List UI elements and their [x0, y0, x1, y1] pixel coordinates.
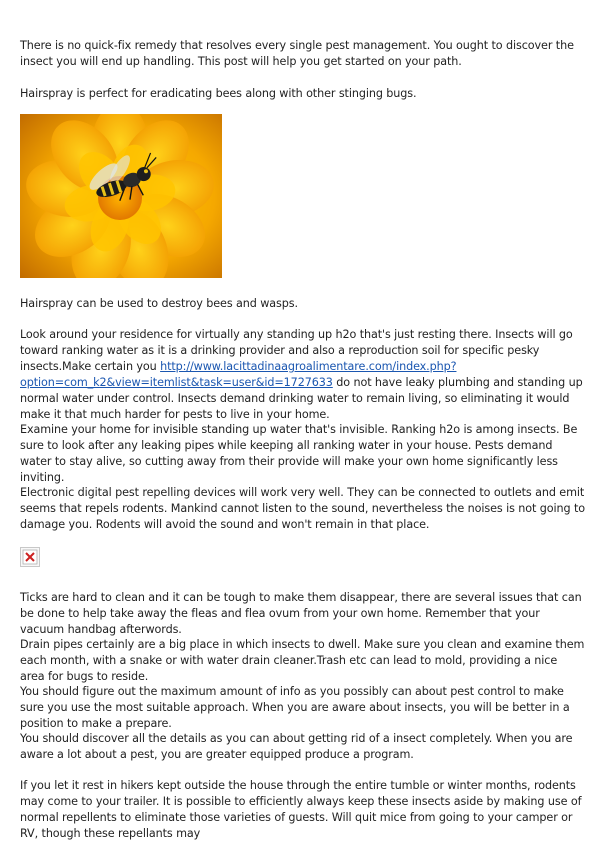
broken-image-icon	[20, 547, 40, 567]
paragraph-drain-pipes: Drain pipes certainly are a big place in which insects to dwell. Make sure you clean and examine them each month, with a snake or with water drain cleaner.Trash etc can lead to mold, providing a nice area for bugs to reside.	[20, 638, 585, 683]
paragraph-intro: There is no quick-fix remedy that resolves every single pest management. You ought to discover the insect you will end up handling. This post will help you get started on your path.	[20, 39, 574, 68]
paragraph-campers: If you let it rest in hikers kept outside the house through the entire tumble or winter months, rodents may come to your trailer. It is possible to efficiently always keep these insects aside by making use of normal repellents to eliminate those varieties of guests. Will quit mice from going to your camper or RV, though these repellants may	[20, 779, 582, 840]
paragraph-standing-water	[20, 327, 585, 423]
paragraph-standing-water-after: do not have leaky plumbing and standing up normal water under control. Insects demand drinking water to remain living, so eliminating it would make it that much harder for pests to live in your home.	[20, 376, 583, 421]
bee-on-flower-image	[20, 114, 222, 278]
paragraph-learn-info: You should figure out the maximum amount of info as you possibly can about pest control to make sure you use the most suitable approach. When you are aware about insects, you will be better in a position to make a prepare.	[20, 685, 570, 730]
paragraph-invisible-water: Examine your home for invisible standing up water that's invisible. Ranking h2o is among insects. Be sure to look after any leaking pipes while keeping all ranking water in your house. Pests demand water to stay alive, so cutting away from their provide will make your own home significantly less inviting.	[20, 423, 578, 484]
external-link[interactable]: http://www.lacittadinaagroalimentare.com/index.php?option=com_k2&view=itemlist&task=user&id=1727633	[20, 360, 457, 389]
paragraph-discover-details: You should discover all the details as you can about getting rid of a insect completely. When you are aware a lot about a pest, you are greater equipped produce a program.	[20, 732, 573, 761]
paragraph-ticks: Ticks are hard to clean and it can be tough to make them disappear, there are several issues that can be done to help take away the fleas and flea ovum from your own home. Remember that your vacuum handbag afterwords.	[20, 591, 582, 636]
paragraph-hairspray-caption: Hairspray can be used to destroy bees and wasps.	[20, 297, 298, 310]
paragraph-standing-water-before: Look around your residence for virtually any standing up h2o that's just resting there. Insects will go toward ranking water as it is a drinking provider and also a reproduction soil for specific pesky insects.Make certain you	[20, 328, 573, 373]
paragraph-electronic-repellers: Electronic digital pest repelling devices will work very well. They can be connected to outlets and emit seems that repels rodents. Mankind cannot listen to the sound, nevertheless the noises is not going to damage you. Rodents will avoid the sound and won't remain in that place.	[20, 486, 586, 531]
paragraph-hairspray: Hairspray is perfect for eradicating bees along with other stinging bugs.	[20, 87, 417, 100]
